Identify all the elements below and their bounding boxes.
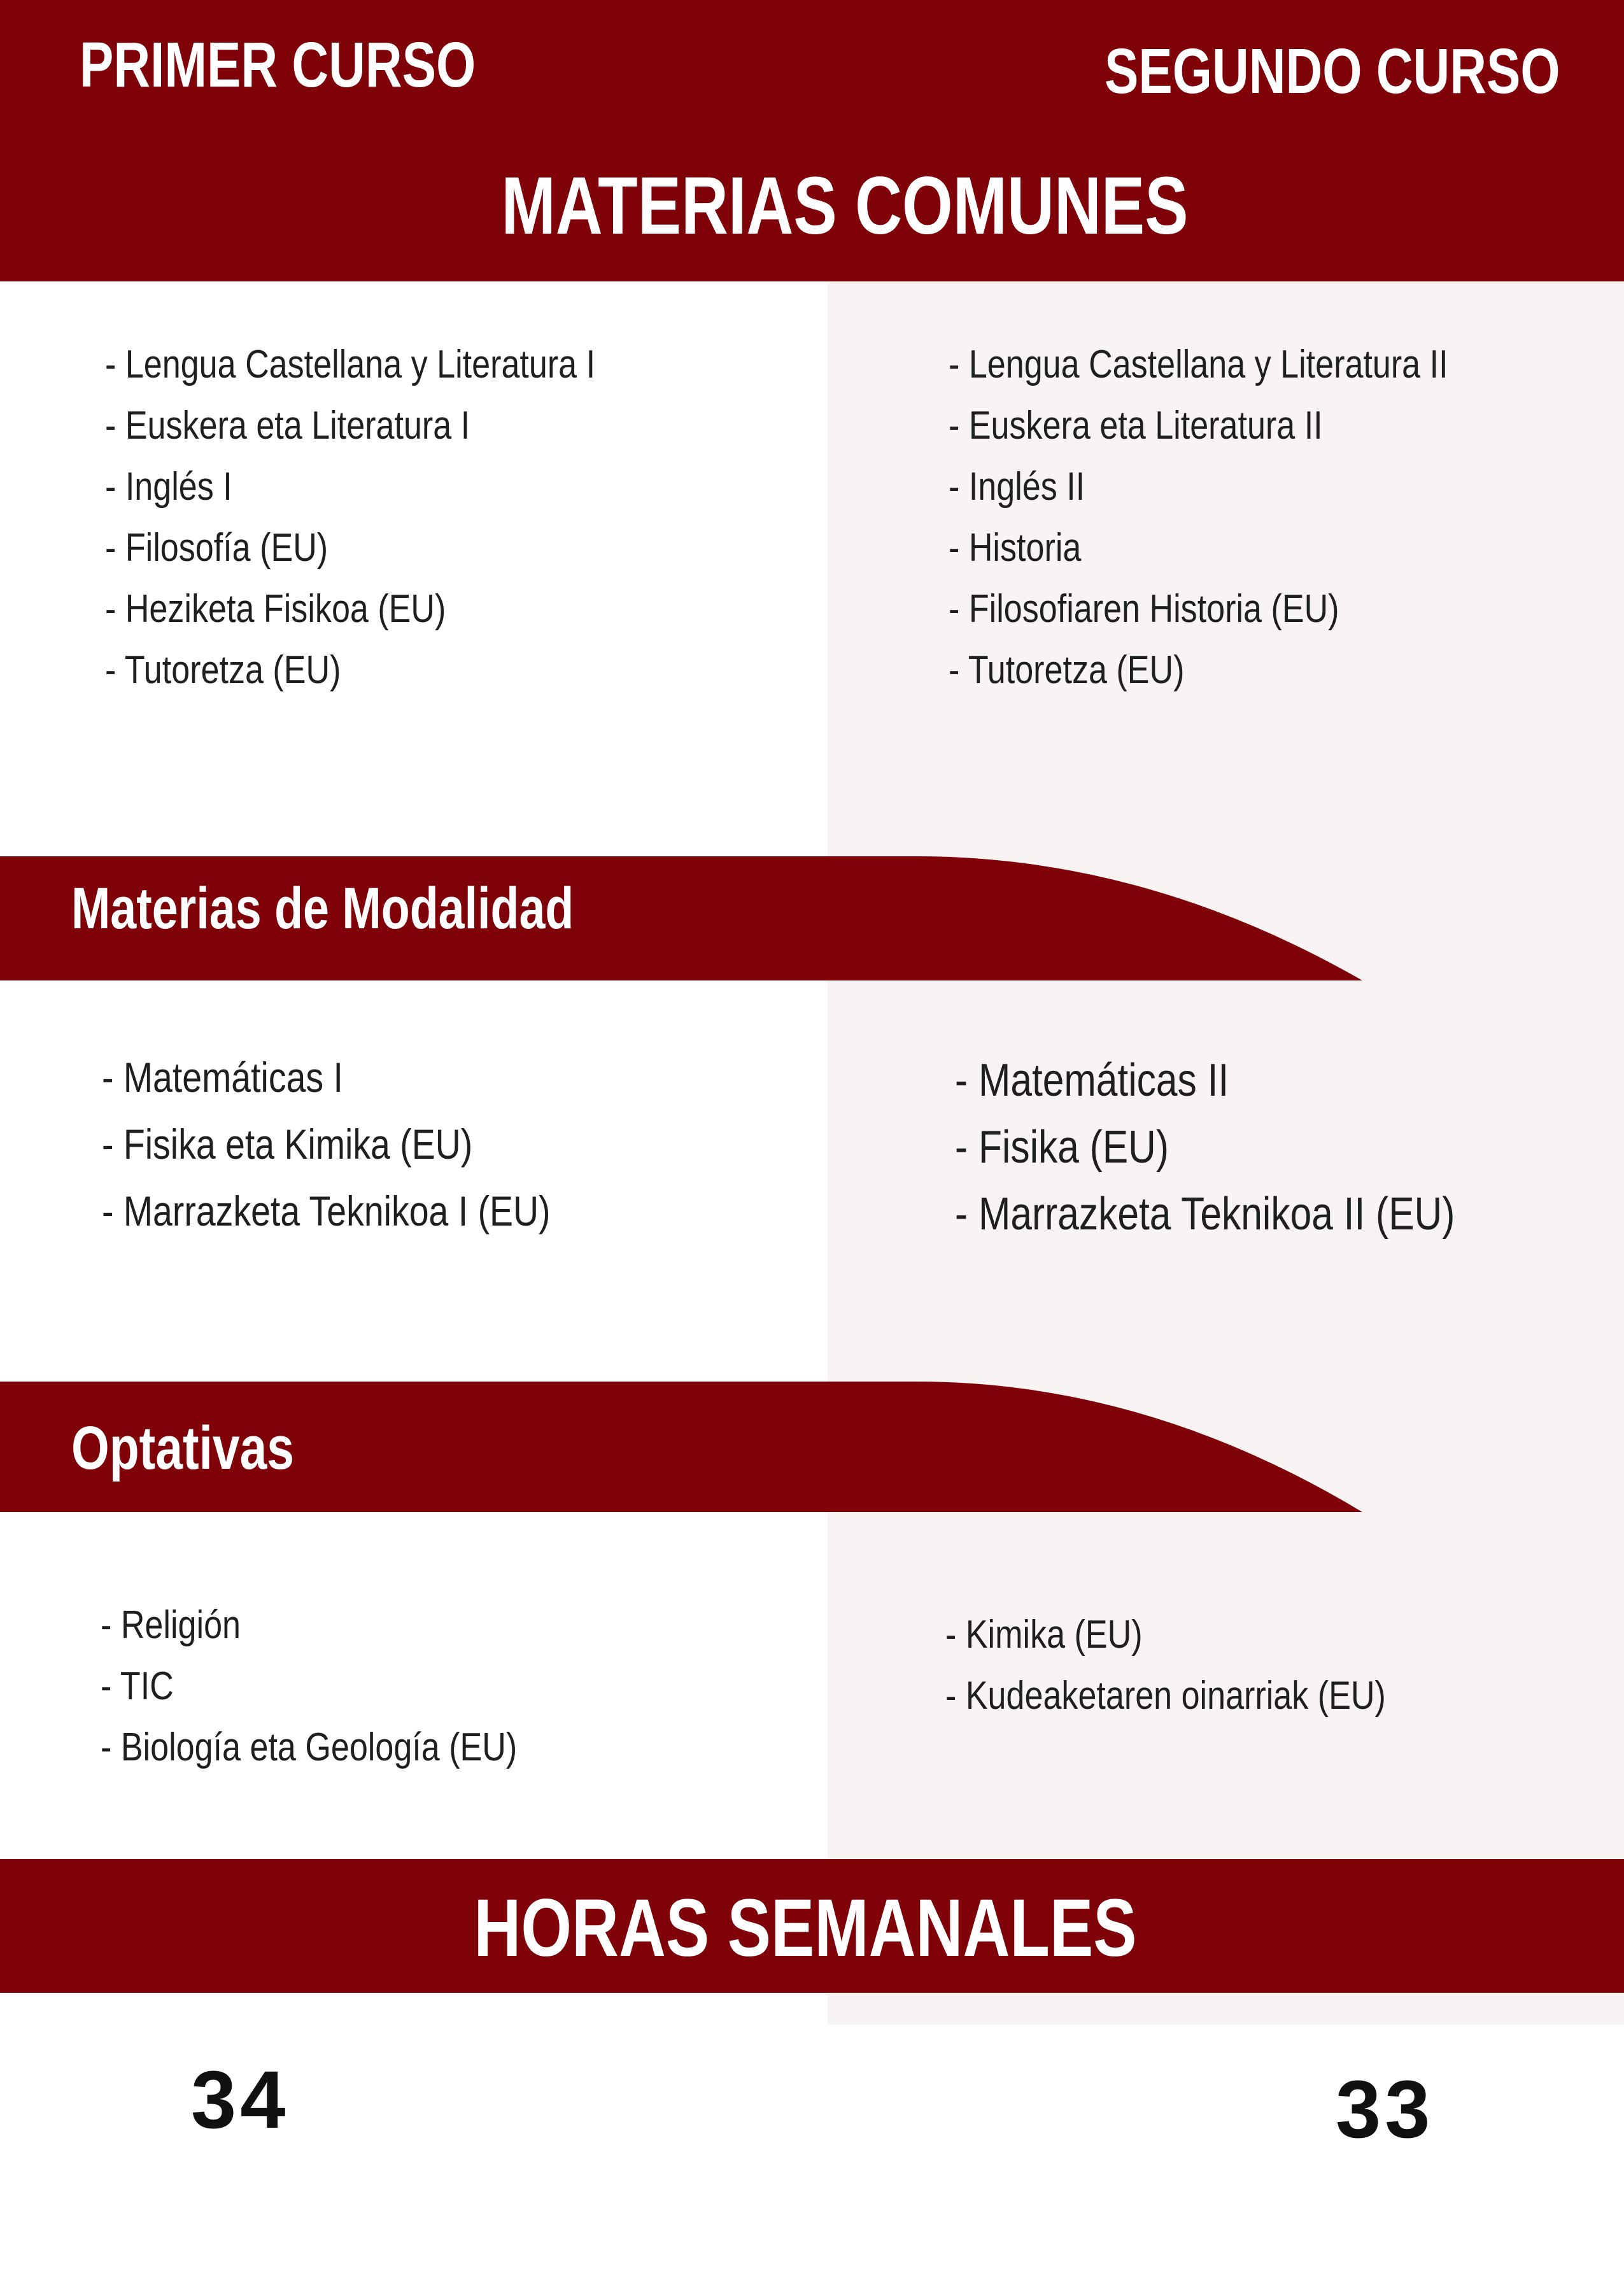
list-item: - Marrazketa Teknikoa I (EU) <box>102 1178 551 1245</box>
list-item: - Marrazketa Teknikoa II (EU) <box>955 1181 1455 1248</box>
list-item: - Biología eta Geología (EU) <box>101 1717 517 1778</box>
modalidad-first-list <box>102 1044 551 1245</box>
list-item: - Filosofiaren Historia (EU) <box>949 579 1448 640</box>
optativas-second-list <box>945 1604 1386 1727</box>
list-item: - Matemáticas II <box>955 1047 1455 1114</box>
first-course-hours: 34 <box>191 2055 290 2146</box>
list-item: - Inglés II <box>949 456 1448 518</box>
first-course-title: PRIMER CURSO <box>80 29 476 101</box>
common-subjects-title: MATERIAS COMUNES <box>501 160 1189 251</box>
list-item: - Inglés I <box>105 456 595 518</box>
list-item: - Religión <box>101 1595 517 1656</box>
list-item: - Fisika (EU) <box>955 1114 1455 1181</box>
list-item: - Kudeaketaren oinarriak (EU) <box>945 1666 1386 1727</box>
list-item: - Euskera eta Literatura I <box>105 395 595 456</box>
list-item: - TIC <box>101 1656 517 1717</box>
list-item: - Kimika (EU) <box>945 1604 1386 1666</box>
common-second-list <box>949 334 1448 701</box>
list-item: - Tutoretza (EU) <box>105 640 595 701</box>
list-item: - Filosofía (EU) <box>105 518 595 579</box>
weekly-hours-title: HORAS SEMANALES <box>474 1883 1137 1974</box>
optativas-first-list <box>101 1595 517 1778</box>
list-item: - Lengua Castellana y Literatura I <box>105 334 595 395</box>
list-item: - Matemáticas I <box>102 1044 551 1111</box>
list-item: - Historia <box>949 518 1448 579</box>
modalidad-title: Materias de Modalidad <box>71 876 574 941</box>
common-first-list <box>105 334 595 701</box>
second-course-title: SEGUNDO CURSO <box>1105 36 1560 107</box>
second-course-hours: 33 <box>1336 2064 1434 2155</box>
optativas-title: Optativas <box>71 1414 294 1482</box>
modalidad-second-list <box>955 1047 1455 1248</box>
list-item: - Euskera eta Literatura II <box>949 395 1448 456</box>
list-item: - Tutoretza (EU) <box>949 640 1448 701</box>
list-item: - Lengua Castellana y Literatura II <box>949 334 1448 395</box>
list-item: - Heziketa Fisikoa (EU) <box>105 579 595 640</box>
list-item: - Fisika eta Kimika (EU) <box>102 1111 551 1178</box>
